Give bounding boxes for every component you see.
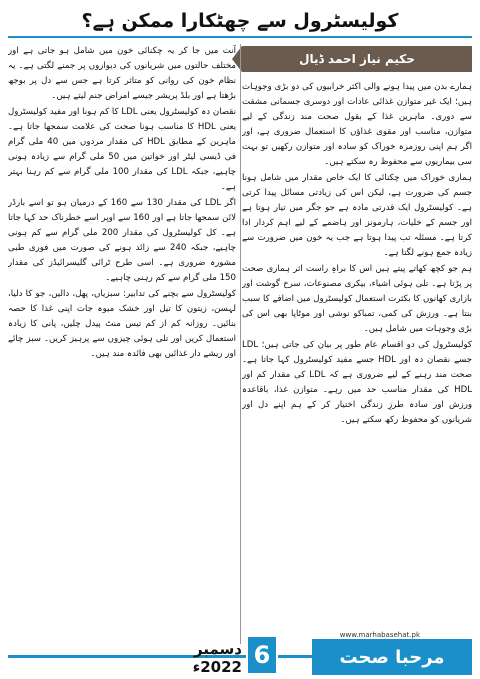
page-footer bbox=[0, 631, 480, 679]
magazine-name: مرحبا صحت bbox=[339, 646, 445, 668]
paragraph: اگر LDL کی مقدار 130 سے 160 کے درمیان ہو تو اسے بارڈر لائن سمجھا جاتا ہے اور 160 سے اوپر اسے خطرناک حد کہا جاتا ہے۔ کل کولیسٹرول کی مقدار 200 ملی گرام سے کم ہونی چاہیے، جبکہ 240 سے زائد ہونے کی صورت میں فوری طبی مشورہ ضروری ہے۔ اسی طرح ٹرائی گلیسرائیڈز کی مقدار 150 ملی گرام سے کم رہنی چاہیے۔ bbox=[8, 198, 236, 283]
paragraph: ہمارے بدن میں پیدا ہونے والی اکثر خرابیوں کی دو بڑی وجوہات ہیں؛ ایک غیر متوازن غذائی عادات اور دوسری جسمانی مشقت سے دوری۔ ماہرین غذا کے بقول صحت مند زندگی کے لیے متوازن، مناسب اور مقوی غذاؤں کا استعمال ضروری ہے، اور اگر ہم اپنی روزمرہ خوراک کو سادہ اور متوازن رکھیں تو بہت سی بیماریوں سے محفوظ رہ سکتے ہیں۔ bbox=[242, 82, 472, 167]
author-name: حکیم نیاز احمد ڈیال bbox=[299, 52, 415, 66]
body-column-right bbox=[242, 80, 472, 600]
body-column-left bbox=[8, 44, 236, 642]
paragraph: ہماری خوراک میں چکنائی کا ایک خاص مقدار میں شامل ہونا جسم کی ضرورت ہے، لیکن اس کی زیادتی مسائل پیدا کرتی ہے۔ کولیسٹرول ایک قدرتی مادہ ہے جو جگر میں تیار ہوتا ہے اور جسم کے خلیات، ہارمونز اور ہاضمے کے لیے اہم کردار ادا کرتا ہے۔ مسئلہ تب پیدا ہوتا ہے جب یہ خون میں ضرورت سے زیادہ جمع ہونے لگتا ہے۔ bbox=[242, 173, 472, 258]
article-title: کولیسٹرول سے چھٹکارا ممکن ہے؟ bbox=[81, 10, 399, 32]
paragraph: کولیسٹرول کی دو اقسام عام طور پر بیان کی جاتی ہیں؛ LDL جسے نقصان دہ اور HDL جسے مفید کولیسٹرول کہا جاتا ہے۔ صحت مند رہنے کے لیے ضروری ہے کہ LDL کی مقدار کم اور HDL کی مقدار مناسب حد میں رہے۔ متوازن غذا، باقاعدہ ورزش اور سادہ طرزِ زندگی اختیار کر کے ہم اپنے دل اور شریانوں کو محفوظ رکھ سکتے ہیں۔ bbox=[242, 340, 472, 425]
author-byline bbox=[242, 46, 472, 72]
page-number: 6 bbox=[246, 635, 278, 675]
paragraph: آنت میں جا کر یہ چکنائی خون میں شامل ہو جاتی ہے اور مختلف حالتوں میں شریانوں کی دیواروں پر جمنے لگتی ہے۔ یہ نظام خون کی روانی کو متاثر کرتا ہے جس سے دل پر بوجھ بڑھتا ہے اور بلڈ پریشر جیسے امراض جنم لیتے ہیں۔ bbox=[8, 46, 236, 101]
column-divider bbox=[240, 44, 241, 644]
article-title-bar bbox=[8, 6, 472, 38]
issue-date: دسمبر 2022ء bbox=[192, 640, 242, 676]
magazine-logo bbox=[312, 639, 472, 675]
paragraph: نقصان دہ کولیسٹرول یعنی LDL کا کم ہونا اور مفید کولیسٹرول یعنی HDL کا مناسب ہونا صحت کی علامت سمجھا جاتا ہے۔ ماہرین کے مطابق HDL کی مقدار مردوں میں 40 ملی گرام فی ڈیسی لیٹر اور خواتین میں 50 ملی گرام سے زیادہ ہونی چاہیے، جبکہ LDL کی مقدار 100 ملی گرام سے کم رہنا بہتر ہے۔ bbox=[8, 107, 236, 192]
paragraph: کولیسٹرول سے بچنے کی تدابیر: سبزیاں، پھل، دالیں، جو کا دلیا، لہسن، زیتون کا تیل اور خشک میوہ جات اپنی غذا کا حصہ بنائیں۔ روزانہ کم از کم تیس منٹ پیدل چلیں، پانی کا زیادہ استعمال کریں اور تلی ہوئی چیزوں سے پرہیز کریں۔ سبز چائے اور ریشے دار غذائیں بھی فائدہ مند ہیں۔ bbox=[8, 289, 236, 359]
paragraph: ہم جو کچھ کھاتے پیتے ہیں اس کا براہِ راست اثر ہماری صحت پر پڑتا ہے۔ تلی ہوئی اشیاء، بیکری مصنوعات، سرخ گوشت اور بازاری کھانوں کا بکثرت استعمال کولیسٹرول میں اضافے کا سبب بنتا ہے۔ ورزش کی کمی، تمباکو نوشی اور موٹاپا بھی اس کی بڑی وجوہات میں شامل ہیں۔ bbox=[242, 264, 472, 334]
website-url: www.marhabasehat.pk bbox=[339, 631, 420, 639]
